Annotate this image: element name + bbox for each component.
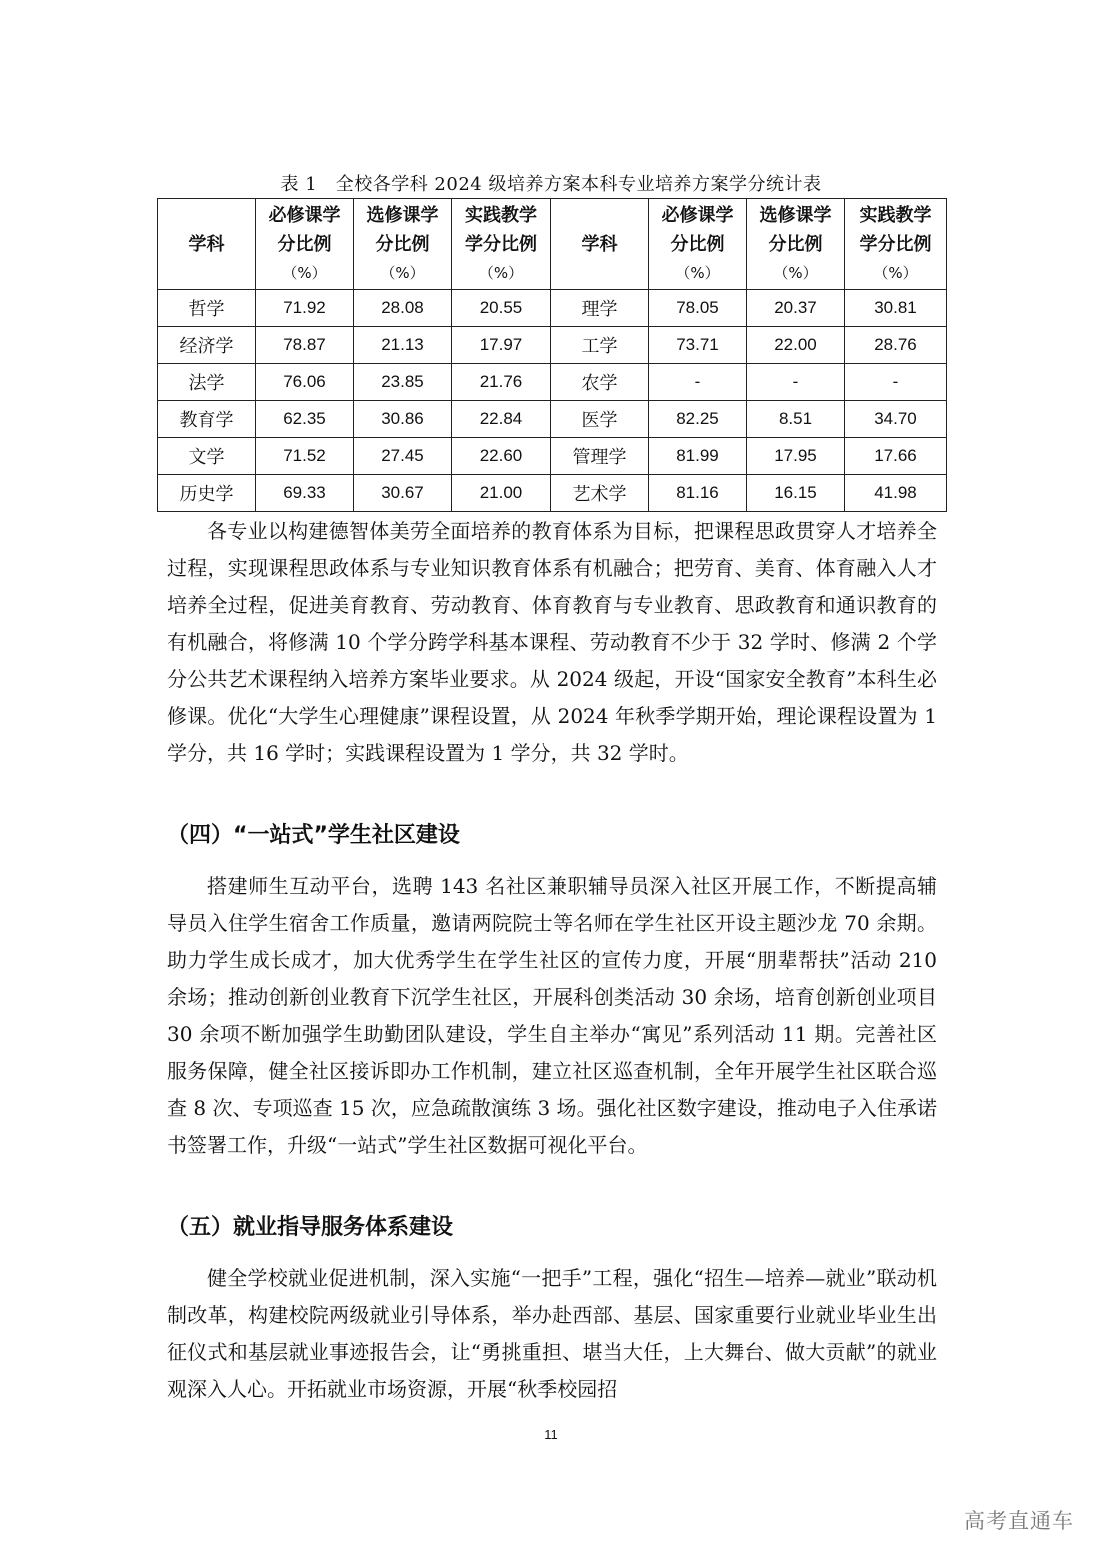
- paragraph-employment: 健全学校就业促进机制，深入实施“一把手”工程，强化“招生—培养—就业”联动机制改革，构建校院两级就业引导体系，举办赴西部、基层、国家重要行业就业毕业生出征仪式和基层就业事迹报告会，让“勇挑重担、堪当大任，上大舞台、做大贡献”的就业观深入人心。开拓就业市场资源，开展“秋季校园招: [167, 1266, 937, 1401]
- cell-required: 62.35: [256, 401, 354, 438]
- cell-practice: 17.97: [452, 327, 551, 364]
- table-row: [158, 290, 947, 327]
- cell-elective: 30.86: [354, 401, 452, 438]
- cell-practice: 28.76: [845, 327, 947, 364]
- cell-elective: 28.08: [354, 290, 452, 327]
- cell-elective: 20.37: [747, 290, 845, 327]
- cell-practice: 21.76: [452, 364, 551, 401]
- paragraph-curriculum: 各专业以构建德智体美劳全面培养的教育体系为目标，把课程思政贯穿人才培养全过程，实现课程思政体系与专业知识教育体系有机融合；把劳育、美育、体育融入人才培养全过程，促进美育教育、劳动教育、体育教育与专业教育、思政教育和通识教育的有机融合，将修满 10 个学分跨学科基本课程、劳动教育不少于 32 学时、修满 2 个学分公共艺术课程纳入培养方案毕业要求。从 2024 级起，开设“国家安全教育”本科生必修课。优化“大学生心理健康”课程设置，从 2024 年秋季学期开始，理论课程设置为 1 学分，共 16 学时；实践课程设置为 1 学分，共 32 学时。: [167, 519, 937, 765]
- cell-elective: 21.13: [354, 327, 452, 364]
- page-number: 11: [544, 1427, 558, 1442]
- cell-practice: 20.55: [452, 290, 551, 327]
- table-caption: 表 1 全校各学科 2024 级培养方案本科专业培养方案学分统计表: [280, 174, 822, 195]
- cell-subject: 历史学: [158, 475, 256, 512]
- header-subject-right: 学科: [551, 199, 649, 290]
- cell-subject: 经济学: [158, 327, 256, 364]
- cell-required: -: [649, 364, 747, 401]
- cell-elective: -: [747, 364, 845, 401]
- cell-practice: 30.81: [845, 290, 947, 327]
- section-heading-employment: （五）就业指导服务体系建设: [167, 1215, 454, 1240]
- cell-required: 82.25: [649, 401, 747, 438]
- cell-required: 78.05: [649, 290, 747, 327]
- cell-subject: 理学: [551, 290, 649, 327]
- cell-subject: 哲学: [158, 290, 256, 327]
- table-row: [158, 401, 947, 438]
- cell-subject: 管理学: [551, 438, 649, 475]
- header-required-right: 必修课学 分比例 （%）: [649, 199, 747, 290]
- cell-subject: 法学: [158, 364, 256, 401]
- cell-required: 69.33: [256, 475, 354, 512]
- cell-subject: 农学: [551, 364, 649, 401]
- cell-elective: 22.00: [747, 327, 845, 364]
- header-required-left: 必修课学 分比例 （%）: [256, 199, 354, 290]
- header-subject-left: 学科: [158, 199, 256, 290]
- cell-subject: 教育学: [158, 401, 256, 438]
- table-row: [158, 364, 947, 401]
- cell-elective: 23.85: [354, 364, 452, 401]
- header-elective-left: 选修课学 分比例 （%）: [354, 199, 452, 290]
- credit-statistics-table: [157, 198, 947, 512]
- section-heading-community: （四）“一站式”学生社区建设: [167, 823, 460, 848]
- cell-practice: 34.70: [845, 401, 947, 438]
- cell-subject: 医学: [551, 401, 649, 438]
- header-practice-right: 实践教学 学分比例 （%）: [845, 199, 947, 290]
- cell-subject: 艺术学: [551, 475, 649, 512]
- cell-elective: 27.45: [354, 438, 452, 475]
- cell-required: 73.71: [649, 327, 747, 364]
- header-practice-left: 实践教学 学分比例 （%）: [452, 199, 551, 290]
- cell-required: 71.92: [256, 290, 354, 327]
- cell-required: 81.99: [649, 438, 747, 475]
- cell-required: 81.16: [649, 475, 747, 512]
- cell-subject: 文学: [158, 438, 256, 475]
- cell-subject: 工学: [551, 327, 649, 364]
- cell-elective: 8.51: [747, 401, 845, 438]
- cell-practice: 41.98: [845, 475, 947, 512]
- paragraph-community: 搭建师生互动平台，选聘 143 名社区兼职辅导员深入社区开展工作，不断提高辅导员入住学生宿舍工作质量，邀请两院院士等名师在学生社区开设主题沙龙 70 余期。助力学生成长成才，加大优秀学生在学生社区的宣传力度，开展“朋辈帮扶”活动 210 余场；推动创新创业教育下沉学生社区，开展科创类活动 30 余场，培育创新创业项目 30 余项不断加强学生助勤团队建设，学生自主举办“寓见”系列活动 11 期。完善社区服务保障，健全社区接诉即办工作机制，建立社区巡查机制，全年开展学生社区联合巡查 8 次、专项巡查 15 次，应急疏散演练 3 场。强化社区数字建设，推动电子入住承诺书签署工作，升级“一站式”学生社区数据可视化平台。: [167, 874, 937, 1157]
- cell-practice: 17.66: [845, 438, 947, 475]
- cell-elective: 30.67: [354, 475, 452, 512]
- watermark: 高考直通车: [964, 1509, 1074, 1533]
- table-row: [158, 475, 947, 512]
- cell-elective: 16.15: [747, 475, 845, 512]
- cell-required: 78.87: [256, 327, 354, 364]
- cell-elective: 17.95: [747, 438, 845, 475]
- cell-practice: 22.84: [452, 401, 551, 438]
- table-header-row: [158, 199, 947, 290]
- cell-required: 76.06: [256, 364, 354, 401]
- table-row: [158, 327, 947, 364]
- cell-practice: -: [845, 364, 947, 401]
- table-row: [158, 438, 947, 475]
- cell-required: 71.52: [256, 438, 354, 475]
- header-elective-right: 选修课学 分比例 （%）: [747, 199, 845, 290]
- cell-practice: 22.60: [452, 438, 551, 475]
- cell-practice: 21.00: [452, 475, 551, 512]
